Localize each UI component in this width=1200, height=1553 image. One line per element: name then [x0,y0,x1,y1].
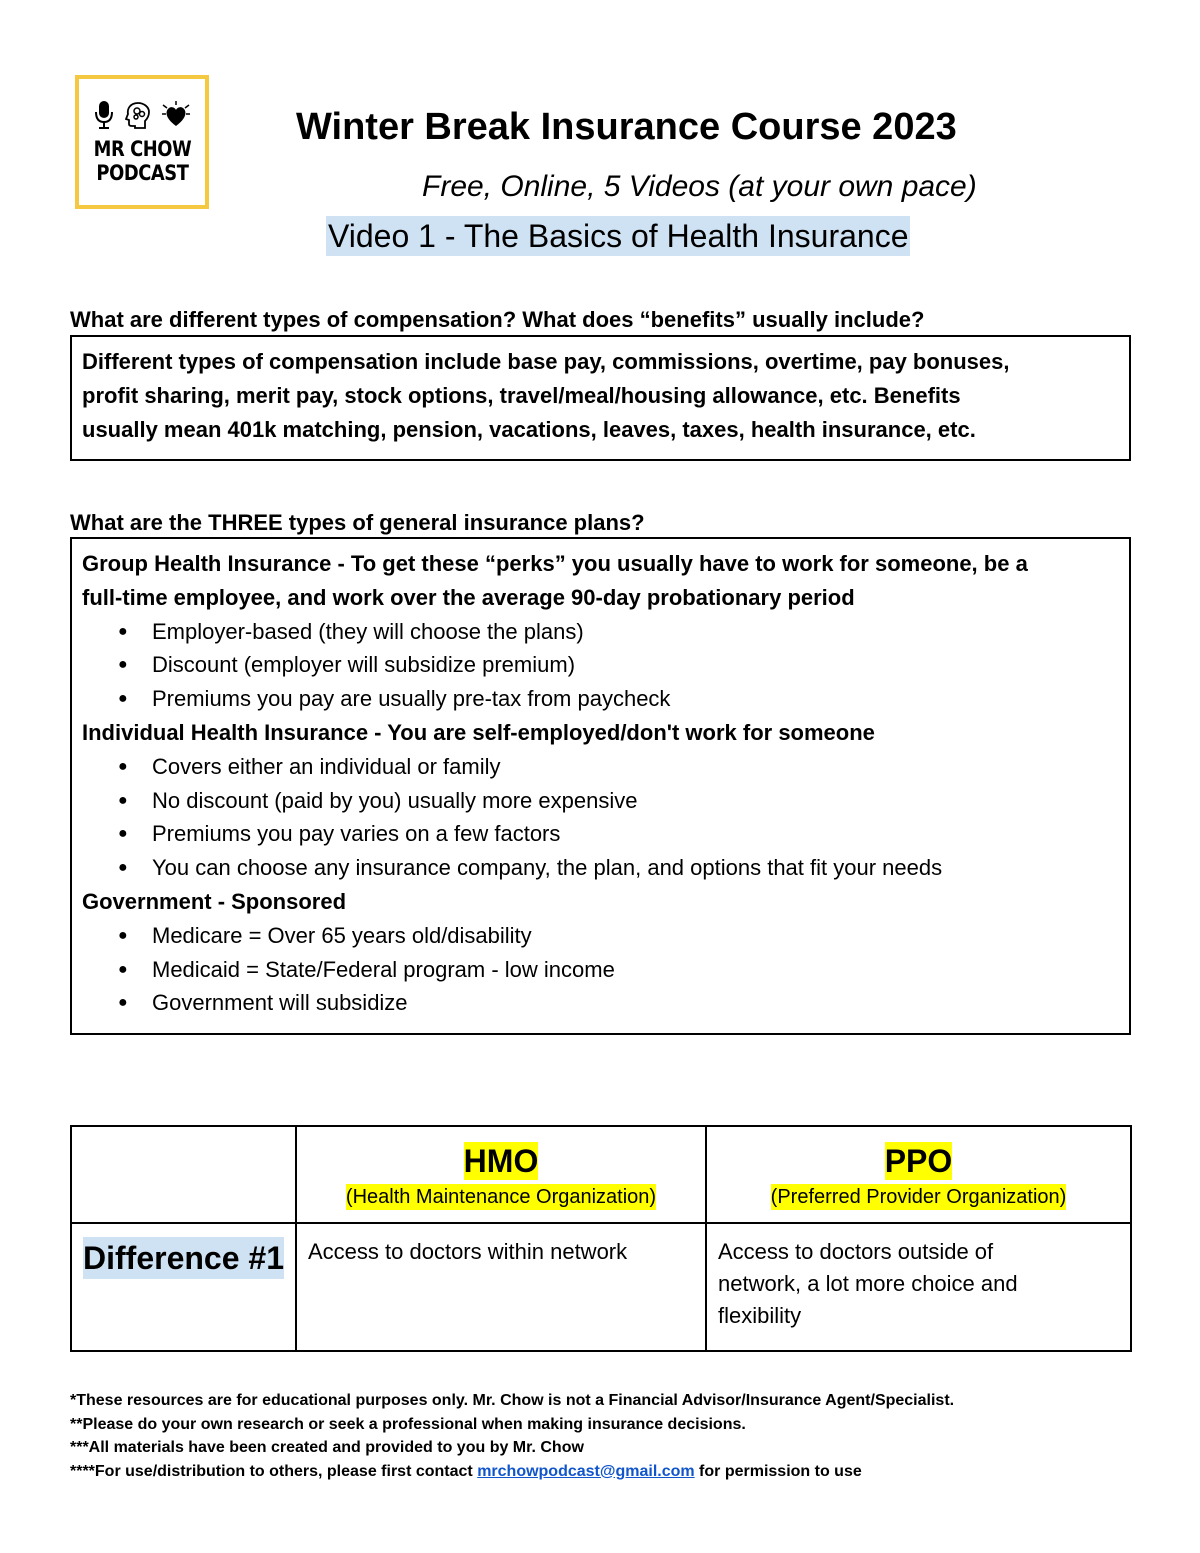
footer-notes [70,1389,954,1483]
ppo-cell [706,1223,1131,1351]
list-item: ● Medicare = Over 65 years old/disability [82,919,1119,953]
microphone-icon [93,100,115,130]
brain-head-icon [125,101,151,129]
list-item: ● No discount (paid by you) usually more expensive [82,784,1119,818]
government-bullets [82,919,1119,1020]
hmo-abbr: HMO [463,1143,539,1179]
page-title: Winter Break Insurance Course 2023 [296,106,957,148]
note-prefix: ****For use/distribution to others, please first contact [70,1462,478,1480]
video-title: Video 1 - The Basics of Health Insurance [328,218,909,254]
answer-box-insurance-plans [70,537,1131,1035]
hmo-full-name: (Health Maintenance Organization) [345,1186,657,1208]
list-item: ● Employer-based (they will choose the plans) [82,615,1119,649]
group-heading-line: full-time employee, and work over the average 90-day probationary period [82,584,855,610]
group-heading-line: Group Health Insurance - To get these “perks” you usually have to work for someone, be a [82,551,1028,576]
question-compensation: What are different types of compensation? What does “benefits” usually include? [70,307,925,332]
question-insurance-plans: What are the THREE types of general insurance plans? [70,510,645,535]
note-line: **Please do your own research or seek a professional when making insurance decisions. [70,1415,746,1433]
government-heading: Government - Sponsored [82,888,347,914]
list-item: ● Covers either an individual or family [82,750,1119,784]
ppo-full-name: (Preferred Provider Organization) [770,1186,1067,1208]
note-line: *These resources are for educational purposes only. Mr. Chow is not a Financial Advisor/Insurance Agent/Specialist. [70,1392,955,1409]
ppo-line: Access to doctors outside of [718,1239,994,1264]
ppo-line: network, a lot more choice and [718,1271,1018,1296]
empty-corner-cell [71,1126,296,1223]
list-item: ● Premiums you pay varies on a few factors [82,817,1119,851]
answer-box-compensation [70,335,1131,461]
hmo-header-cell [296,1126,706,1223]
ppo-abbr: PPO [884,1143,953,1179]
table-row [71,1223,1131,1351]
logo-line-2: PODCAST [95,161,189,185]
list-item: ● Medicaid = State/Federal program - low income [82,953,1119,987]
list-item: ● Government will subsidize [82,986,1119,1020]
group-bullets [82,615,1119,716]
list-item: ● Premiums you pay are usually pre-tax from paycheck [82,682,1119,716]
row-label-cell [71,1223,296,1351]
note-suffix: for permission to use [694,1462,862,1480]
answer-line: Different types of compensation include base pay, commissions, overtime, pay bonuses, [82,349,1010,374]
email-link[interactable]: mrchowpodcast@gmail.com [477,1462,695,1480]
individual-bullets [82,750,1119,885]
hmo-difference-text: Access to doctors within network [308,1239,628,1264]
note-line: ***All materials have been created and provided to you by Mr. Chow [70,1439,584,1456]
hmo-cell [296,1223,706,1351]
difference-label: Difference #1 [83,1237,284,1279]
answer-line: usually mean 401k matching, pension, vacations, leaves, taxes, health insurance, etc. [82,417,976,442]
hmo-ppo-comparison-table [70,1125,1132,1352]
logo-icons [93,99,191,131]
logo-line-1: MR CHOW [93,137,191,161]
list-item: ● You can choose any insurance company, the plan, and options that fit your needs [82,851,1119,885]
individual-heading: Individual Health Insurance - You are self-employed/don't work for someone [82,719,875,745]
ppo-header-cell [706,1126,1131,1223]
logo-text [93,137,191,185]
page-subtitle: Free, Online, 5 Videos (at your own pace) [422,170,977,203]
list-item: ● Discount (employer will subsidize premium) [82,648,1119,682]
table-header-row [71,1126,1131,1223]
podcast-logo [75,75,209,209]
ppo-line: flexibility [718,1303,802,1328]
note-line [70,1460,954,1484]
ppo-difference-text [708,1225,1129,1343]
answer-line: profit sharing, merit pay, stock options, travel/meal/housing allowance, etc. Benefits [82,383,961,408]
heart-icon [161,101,191,129]
